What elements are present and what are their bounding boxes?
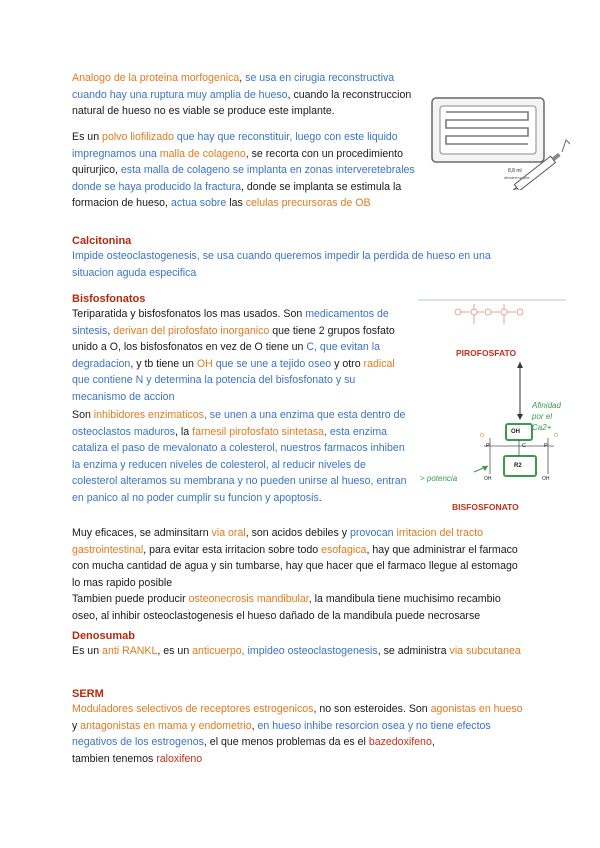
text-span: las (226, 197, 246, 210)
text-span: , son acidos debiles y (245, 527, 350, 539)
oh-bottom-left-label: OH (484, 476, 492, 482)
section-title-denosumab: Denosumab (72, 630, 135, 642)
text-span: , se recorta con un procedimiento quirurjico, (72, 147, 403, 177)
text-span: , se administra (377, 645, 450, 657)
bisfosfonato-label: BISFOSFONATO (452, 502, 519, 512)
text-span: , donde se implanta se estimula la formacion de hueso, (72, 180, 402, 210)
serm-paragraph (72, 701, 528, 767)
text-span: Impide osteoclastogenesis (72, 250, 197, 262)
text-span: medicamentos de sintesis (72, 308, 389, 337)
text-span: Es un (72, 131, 103, 143)
text-span: que hay que reconstituir, luego con este liquido impregnamos una (72, 131, 398, 160)
text-span: que tiene 2 grupos fosfato unido a O, los bisfosfonatos en vez de O tiene un (72, 324, 395, 354)
text-span: , esta enzima cataliza el paso de mevalonato a colesterol, nuestros farmacos inhiben la enzima y reducen niveles de colesterol, al reducir niveles de colesterol alteramos su membrana y no pueden unirse al hueso, entran en panico al no poder cumplir su funcion y apoptosis (72, 425, 407, 504)
text-span: osteonecrosis mandibular (188, 593, 309, 605)
section-title-serm: SERM (72, 688, 104, 700)
pirofosfato-label: PIROFOSFATO (456, 348, 517, 358)
bisfosfonatos-paragraph-2 (72, 407, 412, 507)
text-span: anticuerpo (192, 645, 242, 657)
text-span: raloxifeno (156, 752, 203, 765)
text-span: Son (72, 409, 94, 421)
text-span: , hay que administrar el farmaco con mucha cantidad de agua y sin tumbarse, hay que hacer que el farmaco llegue al estomago lo mas rapido posible (72, 543, 518, 589)
text-span: tambien tenemos (72, 752, 157, 765)
text-span: actua sobre (170, 197, 227, 210)
text-span: Es un (72, 645, 103, 657)
text-span: Tambien puede producir (72, 593, 189, 605)
c-label: C (522, 443, 526, 449)
text-span: irritacion del tracto gastrointestinal (72, 527, 484, 556)
text-span: , el que menos problemas da es el (203, 736, 369, 749)
text-span: radical (363, 357, 395, 370)
intro-paragraph-1 (72, 70, 424, 120)
r2-label: R2 (514, 463, 522, 469)
text-span: bazedoxifeno (368, 736, 432, 749)
text-span: , (431, 736, 435, 749)
text-span: , no son esteroides. Son (313, 703, 431, 715)
text-span: , y tb tiene un (130, 357, 197, 370)
text-span: OH (196, 357, 213, 370)
text-span: y (72, 719, 81, 732)
text-span: se usa en cirugia reconstructiva cuando hay una ruptura muy amplia de hueso (72, 72, 395, 101)
oh-bottom-right-label: OH (542, 476, 550, 482)
text-span: provocan (349, 527, 394, 539)
text-span: anti RANKL (102, 645, 158, 657)
text-span: malla de colageno (159, 147, 246, 160)
text-span: inhibidores enzimaticos (93, 409, 204, 421)
text-span: C, que evitan la degradacion (72, 341, 381, 370)
text-span: Moduladores selectivos de receptores estrogenicos (72, 703, 314, 715)
text-span: celulas precursoras de OB (245, 197, 371, 210)
text-span: , se usa cuando queremos impedir la perdida de hueso en una situacion aguda especifica (72, 250, 491, 279)
text-span: Muy eficaces, se adminsitarn (72, 527, 212, 539)
p-right-label: P (544, 443, 548, 449)
implant-figure (430, 96, 570, 190)
text-span: Teriparatida y bisfosfonatos los mas usados. Son (72, 308, 306, 320)
bisfosfonatos-paragraph-3 (72, 525, 528, 591)
denosumab-paragraph (72, 643, 528, 660)
section-title-calcitonina: Calcitonina (72, 235, 132, 247)
text-span: polvo liofilizado (102, 131, 174, 143)
text-span: , para evitar esta irritacion sobre todo (143, 543, 322, 556)
p-left-label: P (486, 443, 490, 449)
text-span: , impideo osteoclastogenesis (241, 645, 378, 657)
affinity-label: Afinidad por el Ca2+ (532, 401, 561, 432)
text-span: agonistas en hueso (430, 703, 523, 715)
text-span: esofagica (321, 543, 367, 556)
text-span: . (318, 491, 322, 504)
text-span: farnesil pirofosfato sintetasa (192, 425, 325, 438)
text-span: , la mandibula tiene muchisimo recambio oseo, al inhibir osteoclastogenesis el hueso dañado de la mandibula puede necrosarse (72, 593, 501, 622)
text-span: esta malla de colageno se implanta en zonas interveretebrales donde se haya producido la fractura (72, 164, 415, 193)
o-right-label: O (554, 433, 558, 439)
implant-volume-label: 8,8 ml (508, 168, 522, 174)
text-span: y otro (331, 357, 364, 370)
text-span: en hueso inhibe resorcion osea y no tiene efectos negativos de los estrogenos (72, 719, 491, 749)
text-span: , cuando la reconstruccion natural de hueso no es viable se produce este implante. (72, 88, 412, 118)
text-span: , la (175, 425, 193, 438)
potency-label: > potencia (420, 474, 458, 483)
calcitonina-paragraph (72, 248, 520, 281)
bisfosfonatos-paragraph-1 (72, 306, 408, 406)
text-span: derivan del pirofosfato inorganico (113, 324, 270, 337)
intro-paragraph-2 (72, 129, 422, 212)
text-span: , (107, 324, 114, 337)
bisfosfonatos-paragraph-4 (72, 591, 528, 624)
text-span: , (251, 719, 258, 732)
text-span: , (239, 72, 246, 84)
text-span: Analogo de la proteina morfogenica (72, 72, 240, 84)
oh-label: OH (511, 429, 520, 435)
implant-kit-image (430, 96, 570, 190)
implant-name-label: dibaterma alfa (504, 175, 530, 180)
text-span: via subcutanea (449, 645, 521, 657)
text-span: que se une a tejido oseo (212, 357, 332, 370)
section-title-bisfosfonatos: Bisfosfonatos (72, 293, 146, 305)
pirofosfato-bisfosfonato-figure (418, 296, 566, 518)
text-span: via oral (211, 527, 246, 539)
text-span: , se unen a una enzima que esta dentro de osteoclastos maduros (72, 409, 406, 438)
o-left-label: O (480, 433, 484, 439)
text-span: antagonistas en mama y endometrio (80, 719, 252, 732)
text-span: , es un (157, 645, 193, 657)
text-span: que contiene N y determina la potencia del bisfosfonato y su mecanismo de accion (72, 374, 356, 403)
